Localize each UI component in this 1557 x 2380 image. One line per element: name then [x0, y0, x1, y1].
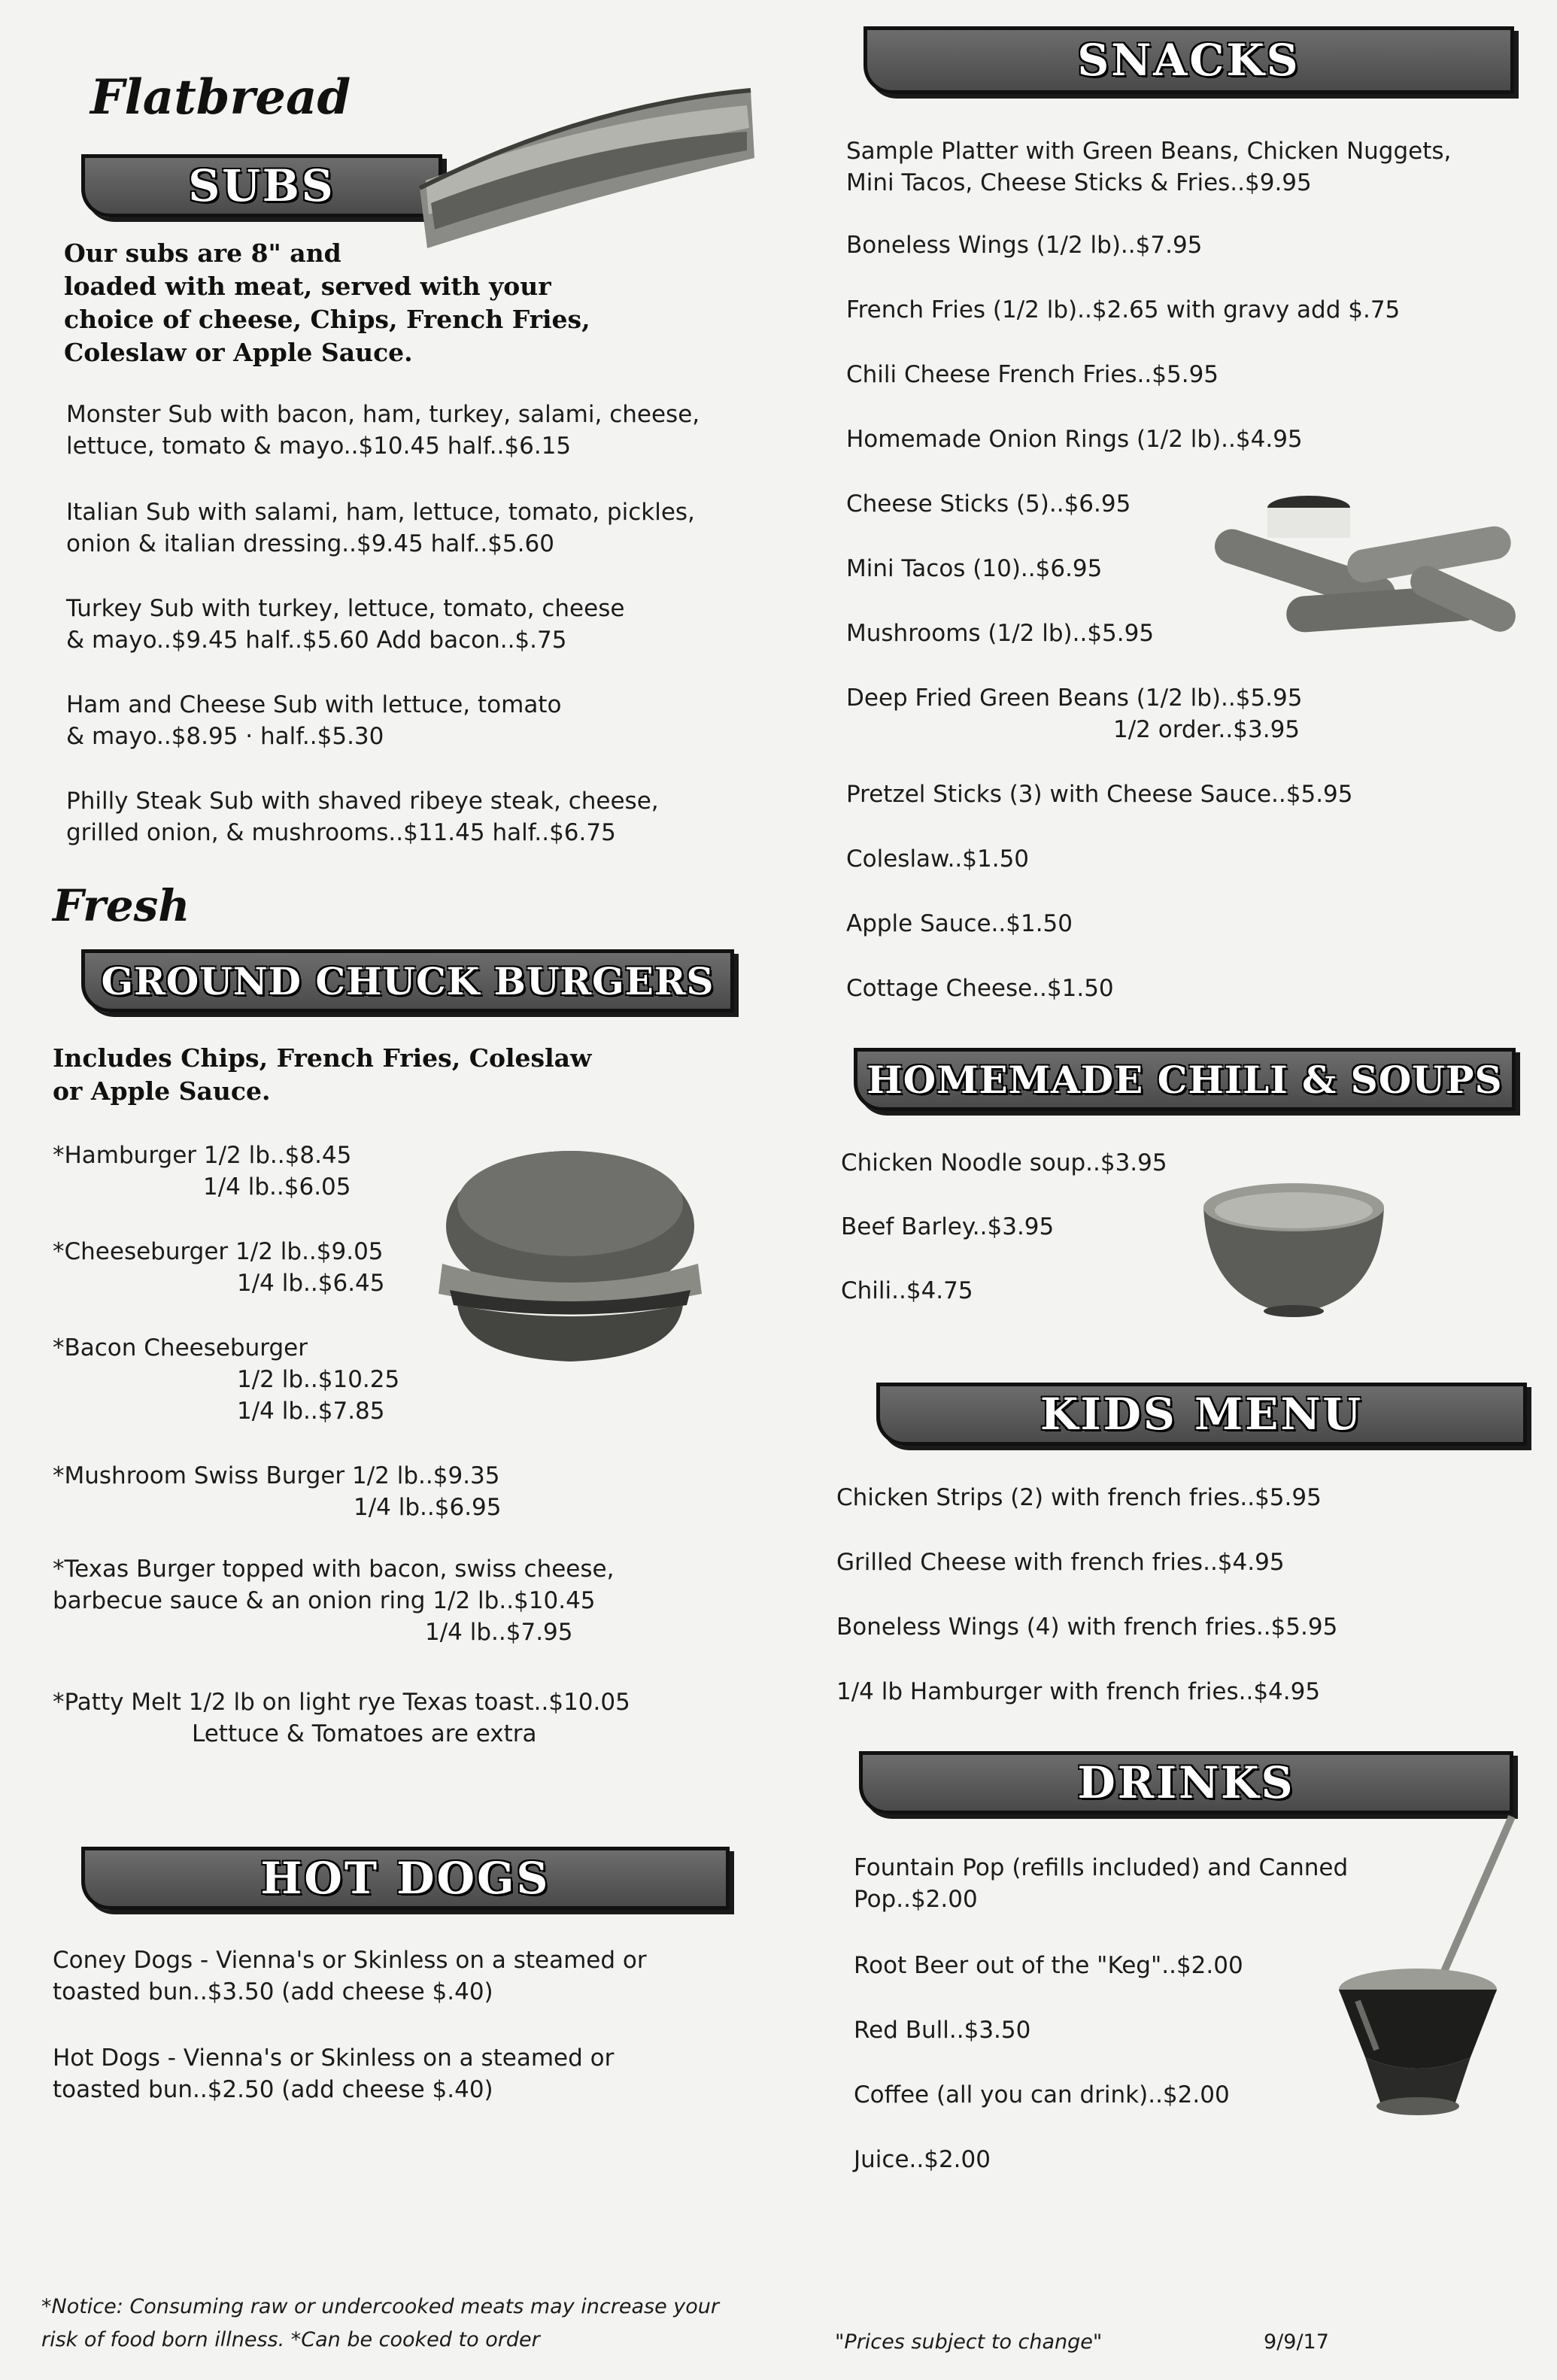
item-line: Lettuce & Tomatoes are extra [192, 1720, 537, 1747]
item-line: 1/4 lb..$7.85 [237, 1398, 385, 1425]
subs-intro-line: loaded with meat, served with your [64, 272, 551, 301]
item-line: Mini Tacos, Cheese Sticks & Fries..$9.95 [846, 169, 1312, 196]
item-line: Philly Steak Sub with shaved ribeye steak, cheese, [66, 788, 659, 815]
menu-item-chili [841, 1275, 973, 1307]
menu-item-philly-steak-sub [66, 785, 659, 848]
menu-item-french-fries [846, 294, 1400, 326]
menu-item-hamburger [53, 1140, 351, 1203]
item-line: Fountain Pop (refills included) and Canned [854, 1854, 1349, 1881]
item-line: Coffee (all you can drink)..$2.00 [854, 2081, 1230, 2108]
item-line: toasted bun..$3.50 (add cheese $.40) [53, 1978, 493, 2005]
menu-item-chicken-noodle-soup [841, 1147, 1167, 1179]
snacks-title: SNACKS [1077, 35, 1301, 86]
menu-item-sample-platter [846, 135, 1451, 199]
menu-item-texas-burger [53, 1553, 614, 1648]
menu-item-monster-sub [66, 399, 700, 462]
item-line: onion & italian dressing..$9.45 half..$5.60 [66, 530, 554, 557]
menu-item-chicken-strips [836, 1482, 1322, 1513]
item-line: Cottage Cheese..$1.50 [846, 975, 1114, 1002]
drinks-header [859, 1751, 1513, 1814]
item-line: Chili Cheese French Fries..$5.95 [846, 361, 1219, 388]
item-line: 1/4 lb..$6.45 [237, 1270, 385, 1297]
item-line: Ham and Cheese Sub with lettuce, tomato [66, 691, 562, 718]
item-line: Mini Tacos (10)..$6.95 [846, 555, 1103, 582]
hotdogs-title: HOT DOGS [260, 1853, 551, 1904]
menu-item-kids-boneless-wings [836, 1611, 1337, 1643]
subs-intro-line: Coleslaw or Apple Sauce. [64, 338, 413, 367]
item-line: Grilled Cheese with french fries..$4.95 [836, 1549, 1285, 1576]
item-line: Sample Platter with Green Beans, Chicken Nuggets, [846, 138, 1452, 165]
item-line: Cheese Sticks (5)..$6.95 [846, 490, 1131, 518]
item-line: 1/2 lb..$10.25 [237, 1366, 400, 1393]
menu-item-fountain-pop [854, 1852, 1348, 1915]
item-line: Juice..$2.00 [854, 2146, 991, 2173]
burgers-title: GROUND CHUCK BURGERS [101, 958, 715, 1003]
kids-title: KIDS MENU [1040, 1389, 1363, 1440]
item-line: Pretzel Sticks (3) with Cheese Sauce..$5.95 [846, 781, 1353, 808]
menu-item-kids-hamburger [836, 1676, 1320, 1708]
subs-intro-line: Our subs are 8" and [64, 238, 341, 268]
item-line: 1/4 lb..$6.95 [354, 1494, 502, 1521]
menu-item-beef-barley [841, 1211, 1054, 1243]
item-line: lettuce, tomato & mayo..$10.45 half..$6.15 [66, 433, 572, 460]
item-line: Monster Sub with bacon, ham, turkey, salami, cheese, [66, 401, 700, 428]
item-line: 1/4 lb..$7.95 [425, 1619, 573, 1646]
menu-item-coney-dogs [53, 1944, 647, 2008]
item-line: grilled onion, & mushrooms..$11.45 half..$6.75 [66, 819, 616, 846]
menu-item-turkey-sub [66, 593, 624, 656]
item-line: Hot Dogs - Vienna's or Skinless on a steamed or [53, 2045, 615, 2072]
menu-item-red-bull [854, 2014, 1030, 2046]
item-line: *Cheeseburger 1/2 lb..$9.05 [53, 1238, 384, 1265]
menu-item-cheese-sticks [846, 488, 1131, 520]
notice-line: risk of food born illness. *Can be cooked to order [41, 2328, 540, 2351]
menu-item-boneless-wings [846, 229, 1202, 261]
subs-intro [64, 237, 590, 369]
drinks-title: DRINKS [1077, 1757, 1295, 1808]
menu-item-grilled-cheese [836, 1547, 1285, 1578]
menu-item-italian-sub [66, 496, 695, 560]
sub-sandwich-image [412, 75, 758, 248]
menu-item-ham-cheese-sub [66, 689, 561, 752]
item-line: Boneless Wings (4) with french fries..$5.95 [836, 1613, 1338, 1641]
item-line: Mushrooms (1/2 lb)..$5.95 [846, 620, 1155, 647]
cheese-sticks-image [1196, 493, 1527, 651]
prices-notice: "Prices subject to change" [835, 2330, 1103, 2354]
item-line: Coney Dogs - Vienna's or Skinless on a steamed or [53, 1947, 647, 1974]
burgers-header [81, 949, 734, 1012]
item-line: Italian Sub with salami, ham, lettuce, tomato, pickles, [66, 499, 695, 526]
item-line: Deep Fried Green Beans (1/2 lb)..$5.95 [846, 685, 1303, 712]
item-line: Chili..$4.75 [841, 1277, 973, 1304]
notice-text [41, 2290, 719, 2357]
menu-item-chili-cheese-fries [846, 359, 1219, 390]
menu-item-juice [854, 2144, 991, 2175]
item-line: Apple Sauce..$1.50 [846, 910, 1073, 937]
item-line: Pop..$2.00 [854, 1886, 978, 1913]
item-line: Turkey Sub with turkey, lettuce, tomato, cheese [66, 595, 625, 622]
menu-item-mini-tacos [846, 553, 1102, 584]
item-line: French Fries (1/2 lb)..$2.65 with gravy add $.75 [846, 296, 1401, 323]
snacks-header [863, 26, 1514, 94]
soda-cup-image [1320, 1809, 1523, 2125]
menu-item-cheeseburger [53, 1236, 385, 1299]
soups-header [854, 1048, 1516, 1111]
item-line: Chicken Strips (2) with french fries..$5.95 [836, 1484, 1322, 1511]
item-line: *Bacon Cheeseburger [53, 1334, 308, 1362]
item-line: barbecue sauce & an onion ring 1/2 lb..$10.45 [53, 1587, 596, 1614]
menu-item-coffee [854, 2079, 1230, 2111]
soups-title: HOMEMADE CHILI & SOUPS [867, 1057, 1503, 1102]
menu-item-apple-sauce [846, 908, 1073, 940]
item-line: *Mushroom Swiss Burger 1/2 lb..$9.35 [53, 1462, 500, 1489]
menu-item-coleslaw [846, 843, 1029, 875]
item-line: 1/4 lb..$6.05 [203, 1173, 351, 1201]
item-line: *Texas Burger topped with bacon, swiss cheese, [53, 1556, 615, 1583]
item-line: toasted bun..$2.50 (add cheese $.40) [53, 2076, 493, 2103]
burgers-script-title: Fresh [53, 880, 190, 931]
subs-title: SUBS [188, 160, 335, 211]
subs-script-title: Flatbread [90, 69, 351, 126]
item-line: Boneless Wings (1/2 lb)..$7.95 [846, 232, 1203, 259]
menu-item-onion-rings [846, 423, 1303, 455]
item-line: 1/2 order..$3.95 [1113, 716, 1301, 743]
item-line: Red Bull..$3.50 [854, 2017, 1031, 2044]
item-line: Chicken Noodle soup..$3.95 [841, 1149, 1167, 1176]
menu-item-patty-melt [53, 1686, 630, 1750]
menu-item-bacon-cheeseburger [53, 1332, 399, 1427]
burgers-intro-line: or Apple Sauce. [53, 1076, 271, 1106]
burgers-intro [53, 1042, 591, 1108]
item-line: Homemade Onion Rings (1/2 lb)..$4.95 [846, 426, 1303, 453]
burger-image [427, 1143, 713, 1369]
item-line: & mayo..$9.45 half..$5.60 Add bacon..$.75 [66, 627, 567, 654]
subs-intro-line: choice of cheese, Chips, French Fries, [64, 305, 590, 334]
menu-item-mushroom-swiss-burger [53, 1460, 502, 1523]
notice-line: *Notice: Consuming raw or undercooked meats may increase your [41, 2295, 719, 2318]
menu-item-green-beans [846, 682, 1302, 745]
menu-item-pretzel-sticks [846, 779, 1353, 810]
item-line: *Hamburger 1/2 lb..$8.45 [53, 1142, 352, 1169]
menu-date: 9/9/17 [1264, 2330, 1329, 2354]
menu-item-root-beer [854, 1950, 1243, 1981]
menu-item-cottage-cheese [846, 973, 1114, 1004]
item-line: Beef Barley..$3.95 [841, 1213, 1055, 1240]
menu-item-hot-dogs [53, 2042, 614, 2105]
item-line: *Patty Melt 1/2 lb on light rye Texas toast..$10.05 [53, 1689, 630, 1716]
subs-header [81, 154, 442, 217]
item-line: Coleslaw..$1.50 [846, 845, 1030, 873]
item-line: & mayo..$8.95 · half..$5.30 [66, 723, 384, 750]
kids-header [876, 1383, 1527, 1446]
hotdogs-header [81, 1847, 730, 1910]
item-line: Root Beer out of the "Keg"..$2.00 [854, 1952, 1243, 1979]
menu-item-mushrooms [846, 618, 1154, 649]
soup-bowl-image [1196, 1177, 1392, 1320]
item-line: 1/4 lb Hamburger with french fries..$4.95 [836, 1678, 1321, 1705]
burgers-intro-line: Includes Chips, French Fries, Coleslaw [53, 1043, 592, 1073]
